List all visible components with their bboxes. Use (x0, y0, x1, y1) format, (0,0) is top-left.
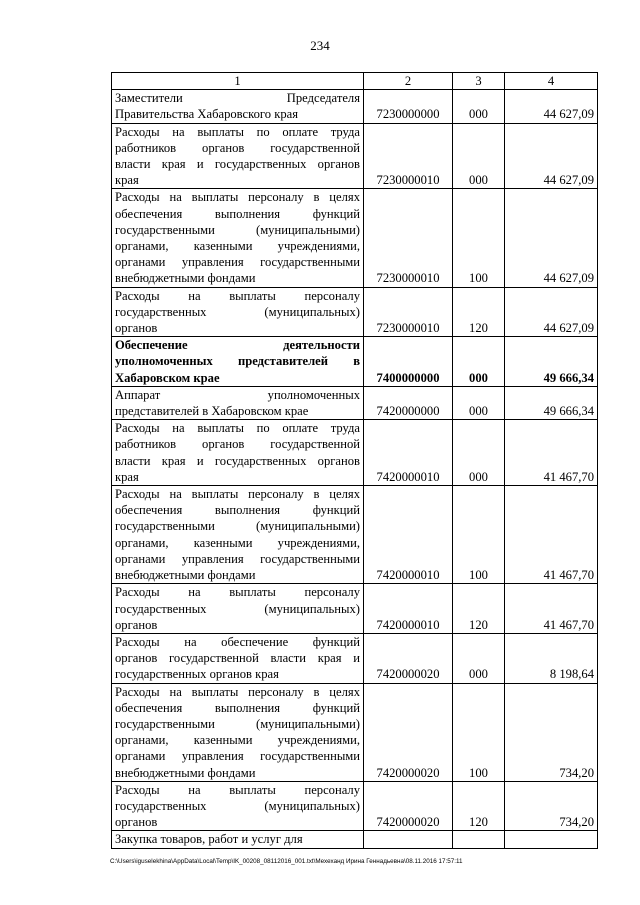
row-name-line: Расходы на выплаты персоналу в целях (115, 487, 360, 502)
row-expense-type: 000 (453, 90, 505, 123)
row-name-line: представителей в Хабаровском крае (115, 404, 309, 419)
row-name-line: Хабаровском крае (115, 370, 220, 385)
table-row (112, 386, 598, 419)
row-expense-type (453, 831, 505, 848)
table-row (112, 831, 598, 848)
table-body (112, 90, 598, 848)
row-expense-type: 120 (453, 781, 505, 831)
footer-file-path: C:\Users\iguselekhina\AppData\Local\Temp\IK_00208_08112016_001.txt\Мехеханд Ирина Геннадьевна\08.11.2016 17:57:11 (110, 858, 463, 865)
table-header-row (112, 73, 598, 90)
row-name-line: края (115, 469, 139, 484)
row-name-line: Обеспечение деятельности (115, 338, 360, 353)
row-name-line: органами, казенными учреждениями, (115, 239, 360, 254)
row-name-line: Расходы на обеспечение функций (115, 634, 360, 649)
row-name (112, 90, 364, 123)
row-name-line: Закупка товаров, работ и услуг для (115, 832, 303, 847)
row-name (112, 781, 364, 831)
row-code: 7230000010 (364, 123, 453, 189)
row-name-line: внебюджетными фондами (115, 271, 256, 286)
row-name-line: Расходы на выплаты персоналу в целях (115, 684, 360, 699)
row-code: 7230000000 (364, 90, 453, 123)
row-expense-type: 100 (453, 486, 505, 584)
row-code: 7230000010 (364, 189, 453, 287)
row-name-line: Расходы на выплаты по оплате труда (115, 124, 360, 139)
row-name-line: власти края и государственных органов (115, 157, 360, 172)
row-name-line: государственных (муниципальных) (115, 304, 360, 319)
row-amount: 44 627,09 (505, 287, 598, 337)
row-name-line: органами, казенными учреждениями, (115, 733, 360, 748)
row-code: 7420000000 (364, 386, 453, 419)
row-expense-type: 000 (453, 386, 505, 419)
row-name-line: государственных (муниципальных) (115, 798, 360, 813)
row-name-line: Расходы на выплаты персоналу (115, 782, 360, 797)
row-amount: 8 198,64 (505, 633, 598, 683)
row-code: 7230000010 (364, 287, 453, 337)
row-code (364, 831, 453, 848)
row-expense-type: 000 (453, 123, 505, 189)
row-name-line: государственных (муниципальных) (115, 601, 360, 616)
row-code: 7420000010 (364, 486, 453, 584)
row-code: 7420000010 (364, 584, 453, 634)
row-name-line: обеспечения выполнения функций (115, 503, 360, 518)
header-col-2: 2 (364, 73, 453, 90)
row-name-line: органами, казенными учреждениями, (115, 535, 360, 550)
row-name (112, 683, 364, 781)
row-amount: 41 467,70 (505, 420, 598, 486)
row-name-line: власти края и государственных органов (115, 453, 360, 468)
row-code: 7400000000 (364, 337, 453, 387)
header-col-1: 1 (112, 73, 364, 90)
table-row (112, 633, 598, 683)
row-name (112, 420, 364, 486)
budget-table (111, 72, 598, 849)
row-name-line: органов (115, 815, 158, 830)
row-name-line: внебюджетными фондами (115, 765, 256, 780)
row-name-line: государственными (муниципальными) (115, 519, 360, 534)
row-name-line: Правительства Хабаровского края (115, 107, 299, 122)
row-amount: 44 627,09 (505, 189, 598, 287)
row-name-line: органов (115, 321, 158, 336)
table-row (112, 420, 598, 486)
row-name (112, 123, 364, 189)
row-name-line: государственных органов края (115, 667, 279, 682)
row-name-line: Аппарат уполномоченных (115, 387, 360, 402)
table-row (112, 683, 598, 781)
row-amount: 49 666,34 (505, 386, 598, 419)
row-name-line: края (115, 173, 139, 188)
row-name-line: государственными (муниципальными) (115, 716, 360, 731)
row-amount: 734,20 (505, 781, 598, 831)
row-name-line: работников органов государственной (115, 140, 360, 155)
row-expense-type: 120 (453, 584, 505, 634)
row-amount: 44 627,09 (505, 90, 598, 123)
header-col-3: 3 (453, 73, 505, 90)
row-name (112, 584, 364, 634)
row-amount: 41 467,70 (505, 486, 598, 584)
row-expense-type: 120 (453, 287, 505, 337)
row-name-line: государственными (муниципальными) (115, 222, 360, 237)
header-col-4: 4 (505, 73, 598, 90)
table-row (112, 287, 598, 337)
row-amount: 41 467,70 (505, 584, 598, 634)
row-name (112, 189, 364, 287)
row-name-line: органов государственной власти края и (115, 651, 360, 666)
row-name-line: Расходы на выплаты персоналу в целях (115, 190, 360, 205)
row-name-line: Заместители Председателя (115, 91, 360, 106)
row-name (112, 831, 364, 848)
table-row (112, 781, 598, 831)
table-row (112, 584, 598, 634)
row-name (112, 337, 364, 387)
row-name (112, 287, 364, 337)
row-code: 7420000020 (364, 781, 453, 831)
table-row (112, 337, 598, 387)
table-row (112, 123, 598, 189)
table-row (112, 189, 598, 287)
table-row (112, 486, 598, 584)
row-expense-type: 000 (453, 420, 505, 486)
row-name-line: Расходы на выплаты персоналу (115, 585, 360, 600)
row-amount: 49 666,34 (505, 337, 598, 387)
row-name-line: Расходы на выплаты по оплате труда (115, 421, 360, 436)
row-amount: 44 627,09 (505, 123, 598, 189)
row-name-line: Расходы на выплаты персоналу (115, 288, 360, 303)
row-code: 7420000010 (364, 420, 453, 486)
row-code: 7420000020 (364, 633, 453, 683)
page-number: 234 (310, 38, 330, 53)
row-expense-type: 100 (453, 189, 505, 287)
row-expense-type: 000 (453, 633, 505, 683)
row-amount: 734,20 (505, 683, 598, 781)
row-amount (505, 831, 598, 848)
row-expense-type: 000 (453, 337, 505, 387)
row-name (112, 486, 364, 584)
row-name-line: обеспечения выполнения функций (115, 700, 360, 715)
row-name-line: органами управления государственными (115, 255, 360, 270)
row-name-line: внебюджетными фондами (115, 568, 256, 583)
row-expense-type: 100 (453, 683, 505, 781)
row-name-line: органами управления государственными (115, 551, 360, 566)
row-name-line: обеспечения выполнения функций (115, 206, 360, 221)
row-name-line: органов (115, 617, 158, 632)
row-name-line: органами управления государственными (115, 749, 360, 764)
row-name-line: работников органов государственной (115, 437, 360, 452)
row-name-line: уполномоченных представителей в (115, 354, 360, 369)
table-row (112, 90, 598, 123)
row-code: 7420000020 (364, 683, 453, 781)
row-name (112, 386, 364, 419)
row-name (112, 633, 364, 683)
